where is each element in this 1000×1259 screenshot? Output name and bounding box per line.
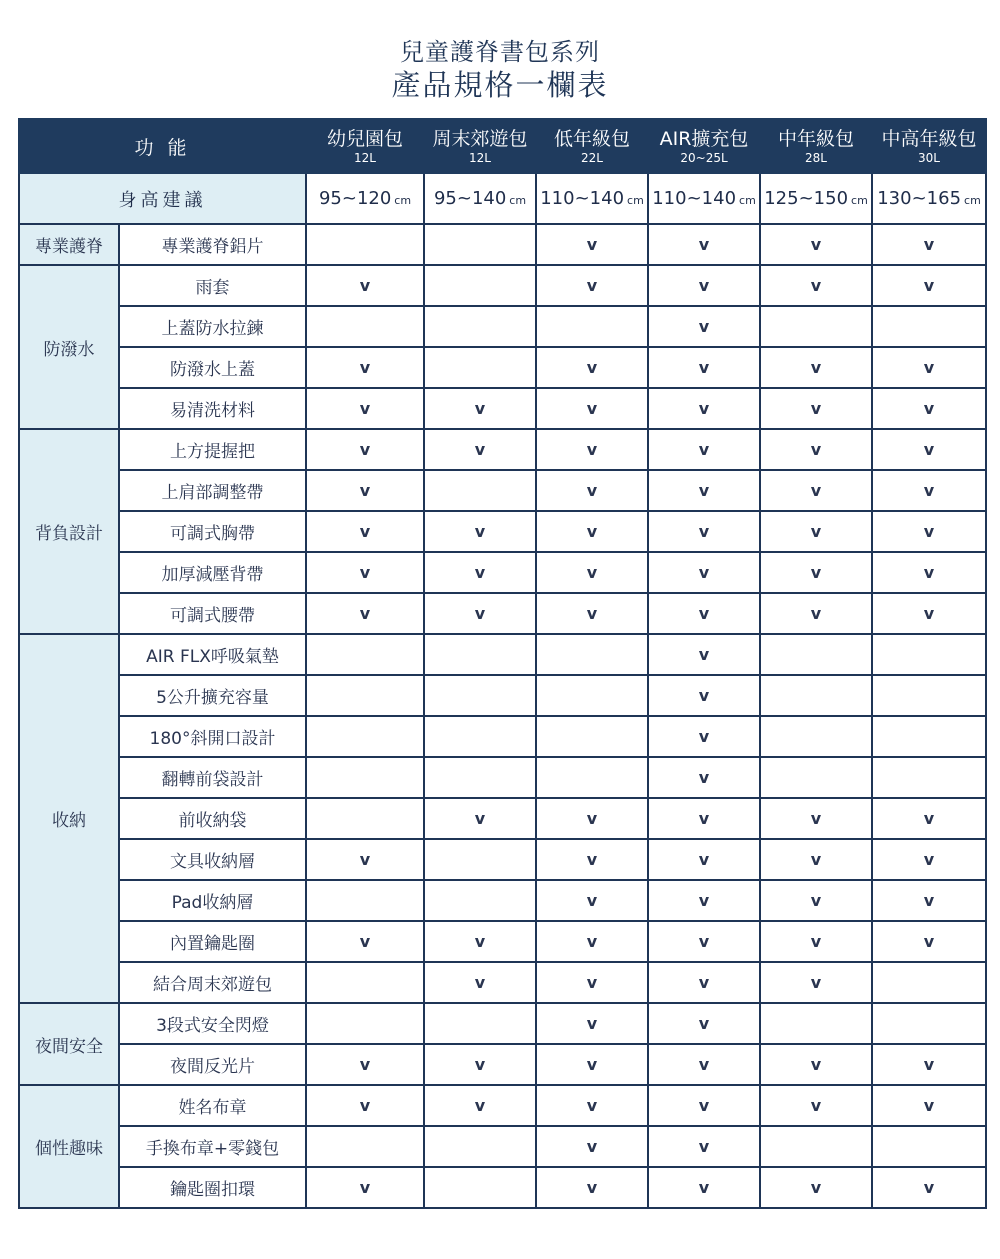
- product-capacity: 20~25L: [680, 150, 728, 165]
- height-value: 125~150 cm: [760, 173, 872, 224]
- feature-cell: 可調式腰帶: [119, 593, 306, 634]
- check-mark: v: [306, 593, 424, 634]
- check-mark: v: [872, 429, 986, 470]
- check-mark: v: [648, 757, 760, 798]
- check-mark: v: [648, 511, 760, 552]
- table-row: [19, 224, 986, 265]
- empty-cell: [424, 880, 536, 921]
- product-capacity: 12L: [469, 150, 491, 165]
- check-mark: v: [760, 388, 872, 429]
- check-mark: v: [424, 1044, 536, 1085]
- check-mark: v: [760, 593, 872, 634]
- height-row: [19, 173, 986, 224]
- height-value: 110~140 cm: [648, 173, 760, 224]
- feature-cell: 加厚減壓背帶: [119, 552, 306, 593]
- check-mark: v: [536, 1126, 648, 1167]
- empty-cell: [760, 757, 872, 798]
- check-mark: v: [872, 839, 986, 880]
- check-mark: v: [306, 1085, 424, 1126]
- check-mark: v: [648, 347, 760, 388]
- check-mark: v: [306, 1044, 424, 1085]
- category-cell: 專業護脊: [19, 224, 119, 265]
- check-mark: v: [648, 429, 760, 470]
- check-mark: v: [648, 470, 760, 511]
- check-mark: v: [536, 470, 648, 511]
- check-mark: v: [872, 1167, 986, 1208]
- feature-cell: 可調式胸帶: [119, 511, 306, 552]
- check-mark: v: [872, 224, 986, 265]
- check-mark: v: [648, 880, 760, 921]
- table-row: [19, 839, 986, 880]
- table-row: [19, 634, 986, 675]
- product-capacity: 22L: [581, 150, 603, 165]
- height-value: 110~140 cm: [536, 173, 648, 224]
- product-name: 低年級包: [554, 127, 631, 150]
- check-mark: v: [424, 593, 536, 634]
- feature-cell: 上肩部調整帶: [119, 470, 306, 511]
- table-row: [19, 1003, 986, 1044]
- empty-cell: [424, 1003, 536, 1044]
- page-title: 兒童護脊書包系列: [400, 38, 600, 66]
- check-mark: v: [536, 880, 648, 921]
- check-mark: v: [760, 552, 872, 593]
- check-mark: v: [306, 265, 424, 306]
- check-mark: v: [648, 224, 760, 265]
- category-cell: 收納: [19, 634, 119, 1003]
- feature-cell: 姓名布章: [119, 1085, 306, 1126]
- feature-cell: 結合周末郊遊包: [119, 962, 306, 1003]
- empty-cell: [872, 757, 986, 798]
- feature-cell: AIR FLX呼吸氣墊: [119, 634, 306, 675]
- product-capacity: 28L: [805, 150, 827, 165]
- empty-cell: [536, 716, 648, 757]
- product-name: 中高年級包: [881, 127, 977, 150]
- check-mark: v: [306, 921, 424, 962]
- product-column-header: [872, 119, 986, 173]
- table-row: [19, 470, 986, 511]
- category-cell: 個性趣味: [19, 1085, 119, 1208]
- check-mark: v: [872, 798, 986, 839]
- check-mark: v: [872, 1044, 986, 1085]
- check-mark: v: [648, 634, 760, 675]
- height-value: 95~140 cm: [424, 173, 536, 224]
- check-mark: v: [424, 798, 536, 839]
- empty-cell: [872, 716, 986, 757]
- empty-cell: [424, 1167, 536, 1208]
- check-mark: v: [536, 1085, 648, 1126]
- feature-cell: 內置鑰匙圈: [119, 921, 306, 962]
- product-capacity: 30L: [918, 150, 940, 165]
- check-mark: v: [648, 921, 760, 962]
- check-mark: v: [760, 921, 872, 962]
- feature-cell: 5公升擴充容量: [119, 675, 306, 716]
- header-row: [19, 119, 986, 173]
- table-row: [19, 962, 986, 1003]
- check-mark: v: [536, 839, 648, 880]
- check-mark: v: [760, 347, 872, 388]
- feature-cell: 翻轉前袋設計: [119, 757, 306, 798]
- table-row: [19, 675, 986, 716]
- check-mark: v: [648, 1044, 760, 1085]
- empty-cell: [306, 798, 424, 839]
- check-mark: v: [306, 1167, 424, 1208]
- check-mark: v: [648, 265, 760, 306]
- empty-cell: [424, 1126, 536, 1167]
- height-value: 95~120 cm: [306, 173, 424, 224]
- function-header: 功 能: [19, 119, 306, 173]
- table-row: [19, 511, 986, 552]
- check-mark: v: [760, 429, 872, 470]
- check-mark: v: [872, 470, 986, 511]
- table-row: [19, 921, 986, 962]
- feature-cell: Pad收納層: [119, 880, 306, 921]
- empty-cell: [306, 306, 424, 347]
- check-mark: v: [536, 1167, 648, 1208]
- feature-cell: 夜間反光片: [119, 1044, 306, 1085]
- empty-cell: [872, 962, 986, 1003]
- check-mark: v: [760, 962, 872, 1003]
- feature-cell: 上蓋防水拉鍊: [119, 306, 306, 347]
- feature-cell: 雨套: [119, 265, 306, 306]
- empty-cell: [306, 716, 424, 757]
- check-mark: v: [760, 839, 872, 880]
- feature-cell: 文具收納層: [119, 839, 306, 880]
- empty-cell: [760, 1126, 872, 1167]
- empty-cell: [536, 634, 648, 675]
- check-mark: v: [648, 839, 760, 880]
- check-mark: v: [536, 552, 648, 593]
- feature-cell: 專業護脊鋁片: [119, 224, 306, 265]
- empty-cell: [760, 1003, 872, 1044]
- product-column-header: [648, 119, 760, 173]
- empty-cell: [424, 634, 536, 675]
- empty-cell: [424, 839, 536, 880]
- empty-cell: [760, 306, 872, 347]
- check-mark: v: [536, 388, 648, 429]
- check-mark: v: [872, 552, 986, 593]
- product-column-header: [424, 119, 536, 173]
- feature-cell: 3段式安全閃燈: [119, 1003, 306, 1044]
- category-cell: 夜間安全: [19, 1003, 119, 1085]
- table-row: [19, 716, 986, 757]
- check-mark: v: [424, 921, 536, 962]
- table-row: [19, 265, 986, 306]
- product-column-header: [536, 119, 648, 173]
- table-row: [19, 306, 986, 347]
- feature-cell: 前收納袋: [119, 798, 306, 839]
- empty-cell: [760, 634, 872, 675]
- check-mark: v: [648, 798, 760, 839]
- table-row: [19, 1085, 986, 1126]
- empty-cell: [760, 716, 872, 757]
- table-row: [19, 429, 986, 470]
- empty-cell: [424, 224, 536, 265]
- check-mark: v: [424, 511, 536, 552]
- check-mark: v: [648, 306, 760, 347]
- check-mark: v: [760, 1044, 872, 1085]
- empty-cell: [872, 306, 986, 347]
- feature-cell: 上方提握把: [119, 429, 306, 470]
- check-mark: v: [760, 1085, 872, 1126]
- check-mark: v: [872, 511, 986, 552]
- empty-cell: [536, 757, 648, 798]
- empty-cell: [424, 716, 536, 757]
- product-name: 幼兒園包: [327, 127, 404, 150]
- empty-cell: [536, 306, 648, 347]
- check-mark: v: [872, 265, 986, 306]
- table-row: [19, 388, 986, 429]
- empty-cell: [424, 265, 536, 306]
- empty-cell: [872, 675, 986, 716]
- table-row: [19, 880, 986, 921]
- empty-cell: [306, 634, 424, 675]
- check-mark: v: [424, 1085, 536, 1126]
- check-mark: v: [306, 388, 424, 429]
- check-mark: v: [872, 921, 986, 962]
- feature-cell: 手換布章+零錢包: [119, 1126, 306, 1167]
- height-label: 身高建議: [19, 173, 306, 224]
- check-mark: v: [648, 1126, 760, 1167]
- check-mark: v: [424, 962, 536, 1003]
- check-mark: v: [648, 1167, 760, 1208]
- empty-cell: [424, 347, 536, 388]
- check-mark: v: [536, 593, 648, 634]
- check-mark: v: [306, 552, 424, 593]
- check-mark: v: [536, 265, 648, 306]
- product-name: AIR擴充包: [659, 127, 749, 150]
- table-row: [19, 757, 986, 798]
- empty-cell: [306, 962, 424, 1003]
- check-mark: v: [760, 511, 872, 552]
- empty-cell: [536, 675, 648, 716]
- table-row: [19, 347, 986, 388]
- feature-cell: 易清洗材料: [119, 388, 306, 429]
- check-mark: v: [306, 429, 424, 470]
- check-mark: v: [648, 388, 760, 429]
- check-mark: v: [536, 962, 648, 1003]
- check-mark: v: [760, 1167, 872, 1208]
- feature-cell: 鑰匙圈扣環: [119, 1167, 306, 1208]
- product-name: 周末郊遊包: [432, 127, 528, 150]
- check-mark: v: [760, 880, 872, 921]
- empty-cell: [306, 757, 424, 798]
- table-row: [19, 1167, 986, 1208]
- check-mark: v: [536, 429, 648, 470]
- check-mark: v: [648, 716, 760, 757]
- check-mark: v: [760, 265, 872, 306]
- category-cell: 背負設計: [19, 429, 119, 634]
- check-mark: v: [648, 962, 760, 1003]
- product-column-header: [760, 119, 872, 173]
- empty-cell: [424, 757, 536, 798]
- check-mark: v: [872, 1085, 986, 1126]
- check-mark: v: [536, 1003, 648, 1044]
- check-mark: v: [536, 798, 648, 839]
- feature-cell: 180°斜開口設計: [119, 716, 306, 757]
- check-mark: v: [536, 347, 648, 388]
- check-mark: v: [424, 388, 536, 429]
- empty-cell: [306, 880, 424, 921]
- table-row: [19, 1126, 986, 1167]
- check-mark: v: [424, 552, 536, 593]
- check-mark: v: [648, 1085, 760, 1126]
- feature-cell: 防潑水上蓋: [119, 347, 306, 388]
- check-mark: v: [760, 798, 872, 839]
- check-mark: v: [306, 470, 424, 511]
- check-mark: v: [536, 224, 648, 265]
- empty-cell: [424, 470, 536, 511]
- spec-table-body: [19, 224, 986, 1208]
- empty-cell: [872, 634, 986, 675]
- check-mark: v: [306, 511, 424, 552]
- check-mark: v: [872, 880, 986, 921]
- check-mark: v: [872, 347, 986, 388]
- empty-cell: [306, 1003, 424, 1044]
- page-subtitle: 產品規格一欄表: [391, 68, 609, 102]
- table-row: [19, 798, 986, 839]
- empty-cell: [306, 675, 424, 716]
- check-mark: v: [536, 1044, 648, 1085]
- spec-table: [18, 118, 987, 1209]
- check-mark: v: [760, 224, 872, 265]
- check-mark: v: [648, 593, 760, 634]
- empty-cell: [424, 675, 536, 716]
- check-mark: v: [536, 511, 648, 552]
- table-row: [19, 552, 986, 593]
- check-mark: v: [648, 552, 760, 593]
- check-mark: v: [760, 470, 872, 511]
- empty-cell: [306, 1126, 424, 1167]
- empty-cell: [760, 675, 872, 716]
- category-cell: 防潑水: [19, 265, 119, 429]
- check-mark: v: [306, 839, 424, 880]
- check-mark: v: [872, 388, 986, 429]
- check-mark: v: [872, 593, 986, 634]
- check-mark: v: [648, 675, 760, 716]
- height-value: 130~165 cm: [872, 173, 986, 224]
- product-name: 中年級包: [778, 127, 855, 150]
- empty-cell: [424, 306, 536, 347]
- empty-cell: [872, 1003, 986, 1044]
- product-column-header: [306, 119, 424, 173]
- empty-cell: [306, 224, 424, 265]
- check-mark: v: [648, 1003, 760, 1044]
- table-row: [19, 593, 986, 634]
- check-mark: v: [424, 429, 536, 470]
- product-capacity: 12L: [354, 150, 376, 165]
- check-mark: v: [536, 921, 648, 962]
- check-mark: v: [306, 347, 424, 388]
- table-row: [19, 1044, 986, 1085]
- empty-cell: [872, 1126, 986, 1167]
